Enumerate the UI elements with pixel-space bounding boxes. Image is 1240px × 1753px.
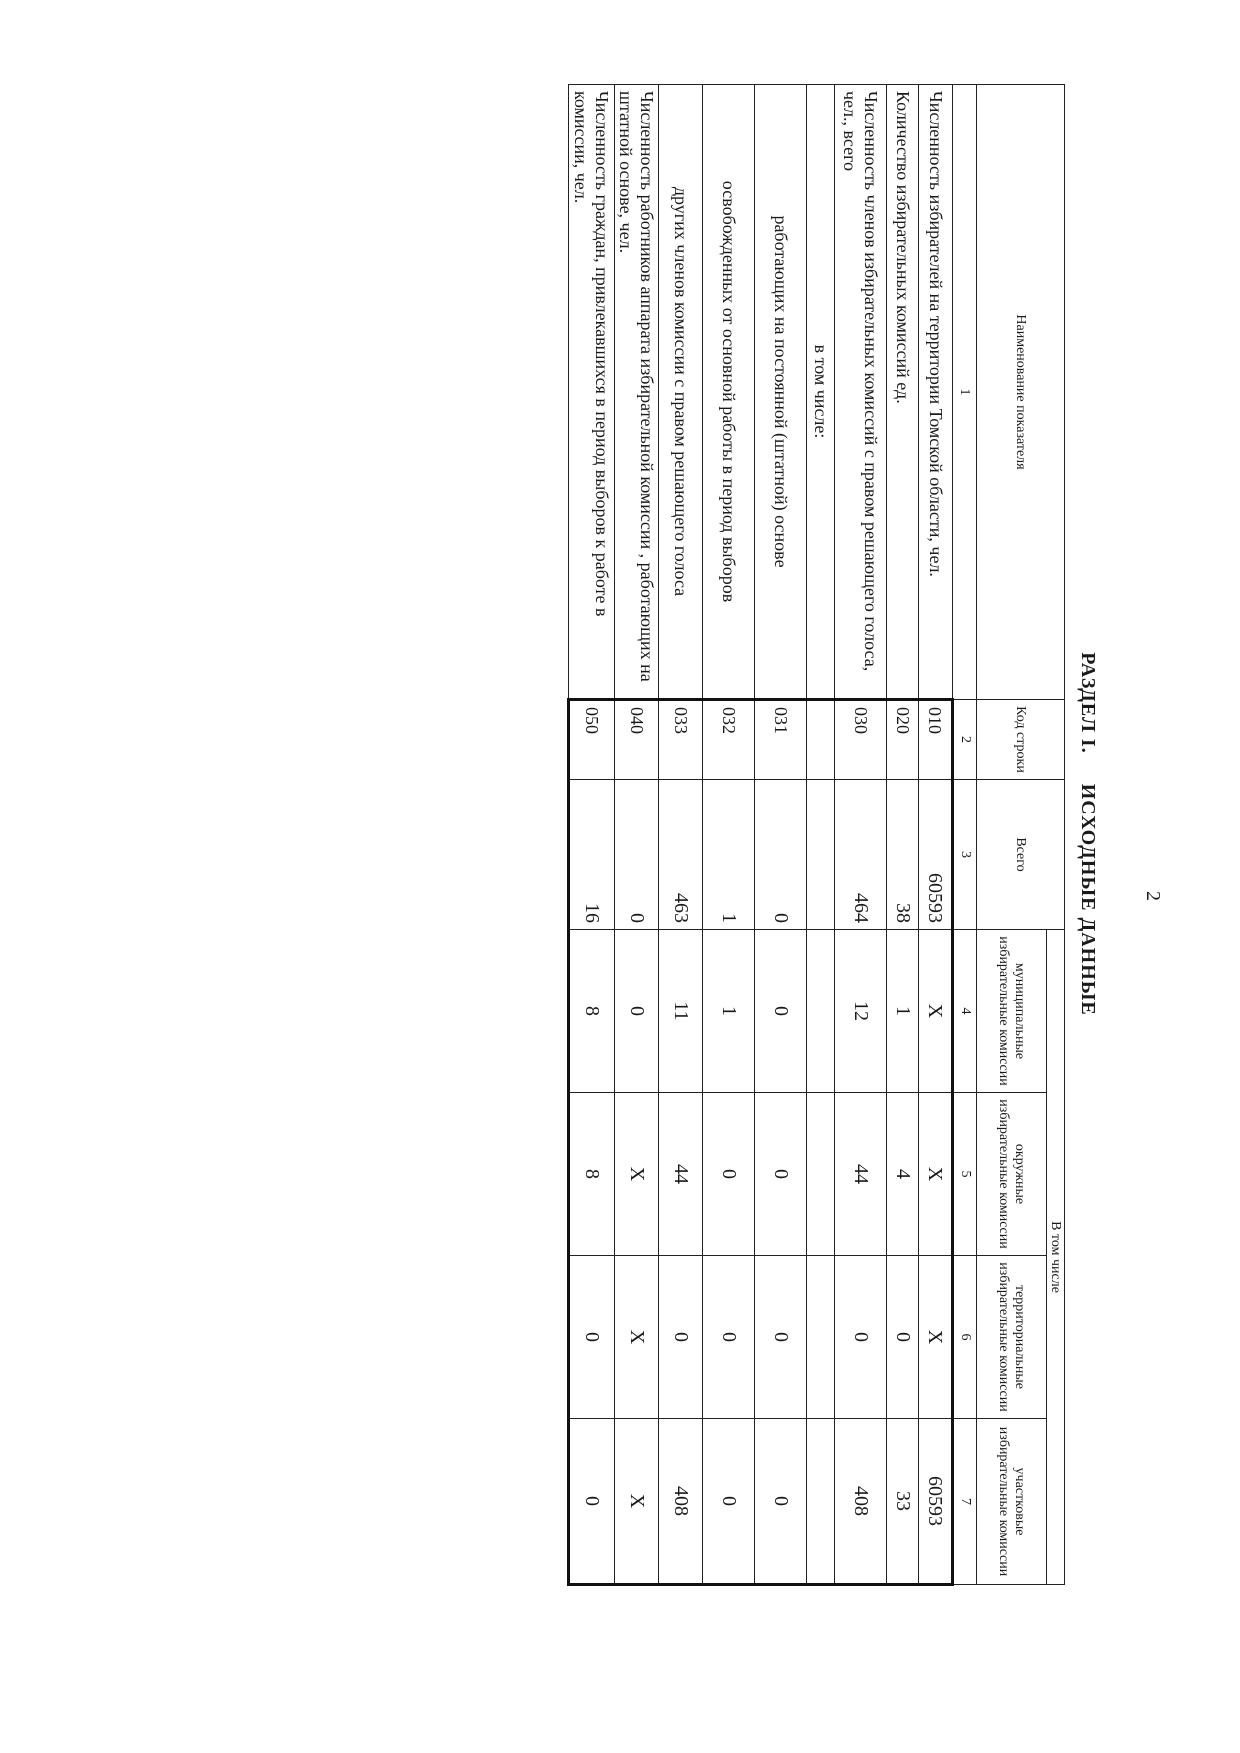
cell-territorial: 0 — [659, 1256, 703, 1419]
table-row — [703, 85, 755, 1585]
table-row — [569, 85, 615, 1585]
cell-total: 1 — [703, 780, 755, 930]
cell-municipal: 11 — [659, 930, 703, 1093]
cell-district: 4 — [887, 1093, 919, 1256]
cell-district: 44 — [659, 1093, 703, 1256]
cell-precinct: 0 — [755, 1419, 807, 1585]
cell-municipal: 0 — [615, 930, 659, 1093]
cell-code — [807, 700, 835, 780]
cell-territorial: 0 — [755, 1256, 807, 1419]
section-title — [1073, 64, 1103, 1604]
cell-code: 020 — [887, 700, 919, 780]
column-number: 5 — [953, 1093, 977, 1256]
cell-precinct: 408 — [659, 1419, 703, 1585]
header-total: Всего — [977, 780, 1065, 930]
column-number: 7 — [953, 1419, 977, 1585]
cell-precinct: X — [615, 1419, 659, 1585]
cell-territorial: X — [919, 1256, 953, 1419]
cell-precinct: 33 — [887, 1419, 919, 1585]
cell-municipal: 1 — [703, 930, 755, 1093]
row-name: Численность граждан, привлекавшихся в период выборов к работе в комиссии, чел. — [569, 85, 615, 700]
cell-code: 032 — [703, 700, 755, 780]
row-name: в том числе: — [807, 85, 835, 700]
column-number: 2 — [953, 700, 977, 780]
cell-precinct: 0 — [703, 1419, 755, 1585]
cell-code: 031 — [755, 700, 807, 780]
rotated-form-sheet — [473, 64, 1103, 1604]
cell-total: 0 — [755, 780, 807, 930]
row-name: Численность избирателей на территории Томской области, чел. — [919, 85, 953, 700]
column-number: 1 — [953, 85, 977, 700]
table-row — [835, 85, 887, 1585]
header-precinct: участковые избирательные комиссии — [977, 1419, 1047, 1585]
cell-territorial: 0 — [887, 1256, 919, 1419]
cell-total: 0 — [615, 780, 659, 930]
table-row — [659, 85, 703, 1585]
row-name: Численность членов избирательных комиссий с правом решающего голоса, чел., всего — [835, 85, 887, 700]
cell-municipal — [807, 930, 835, 1093]
row-name: работающих на постоянной (штатной) основе — [755, 85, 807, 700]
cell-municipal: 1 — [887, 930, 919, 1093]
cell-code: 040 — [615, 700, 659, 780]
cell-district: 44 — [835, 1093, 887, 1256]
cell-total — [807, 780, 835, 930]
header-district: окружные избирательные комиссии — [977, 1093, 1047, 1256]
cell-district: X — [919, 1093, 953, 1256]
cell-municipal: 8 — [569, 930, 615, 1093]
cell-municipal: 0 — [755, 930, 807, 1093]
cell-territorial: 0 — [703, 1256, 755, 1419]
cell-territorial: 0 — [569, 1256, 615, 1419]
cell-precinct: 0 — [569, 1419, 615, 1585]
header-code: Код строки — [977, 700, 1065, 780]
table-row — [919, 85, 953, 1585]
header-municipal: муниципальные избирательные комиссии — [977, 930, 1047, 1093]
cell-code: 050 — [569, 700, 615, 780]
source-data-table — [567, 84, 1065, 1586]
cell-district: X — [615, 1093, 659, 1256]
row-name: освобожденных от основной работы в период выборов — [703, 85, 755, 700]
cell-total: 463 — [659, 780, 703, 930]
cell-code: 030 — [835, 700, 887, 780]
cell-precinct: 408 — [835, 1419, 887, 1585]
row-name: других членов комиссии с правом решающего голоса — [659, 85, 703, 700]
cell-district: 0 — [703, 1093, 755, 1256]
column-number: 3 — [953, 780, 977, 930]
section-heading: ИСХОДНЫЕ ДАННЫЕ — [1077, 783, 1099, 1016]
cell-territorial: 0 — [835, 1256, 887, 1419]
table-row — [887, 85, 919, 1585]
cell-total: 38 — [887, 780, 919, 930]
cell-precinct — [807, 1419, 835, 1585]
cell-total: 16 — [569, 780, 615, 930]
cell-district: 8 — [569, 1093, 615, 1256]
table-row — [755, 85, 807, 1585]
cell-district — [807, 1093, 835, 1256]
cell-district: 0 — [755, 1093, 807, 1256]
cell-code: 033 — [659, 700, 703, 780]
table-row — [615, 85, 659, 1585]
cell-total: 60593 — [919, 780, 953, 930]
section-part: РАЗДЕЛ I. — [1077, 652, 1099, 754]
column-number: 4 — [953, 930, 977, 1093]
table-row — [807, 85, 835, 1585]
cell-municipal: 12 — [835, 930, 887, 1093]
cell-code: 010 — [919, 700, 953, 780]
header-including: В том числе — [1047, 930, 1065, 1585]
header-territorial: территориальные избирательные комиссии — [977, 1256, 1047, 1419]
row-name: Численность работников аппарата избирательной комиссии , работающих на штатной основе, чел. — [615, 85, 659, 700]
cell-total: 464 — [835, 780, 887, 930]
cell-territorial — [807, 1256, 835, 1419]
header-name: Наименование показателя — [977, 85, 1065, 700]
cell-precinct: 60593 — [919, 1419, 953, 1585]
cell-municipal: X — [919, 930, 953, 1093]
cell-territorial: X — [615, 1256, 659, 1419]
page-number: 2 — [1142, 891, 1164, 901]
column-number: 6 — [953, 1256, 977, 1419]
row-name: Количество избирательных комиссий ед. — [887, 85, 919, 700]
